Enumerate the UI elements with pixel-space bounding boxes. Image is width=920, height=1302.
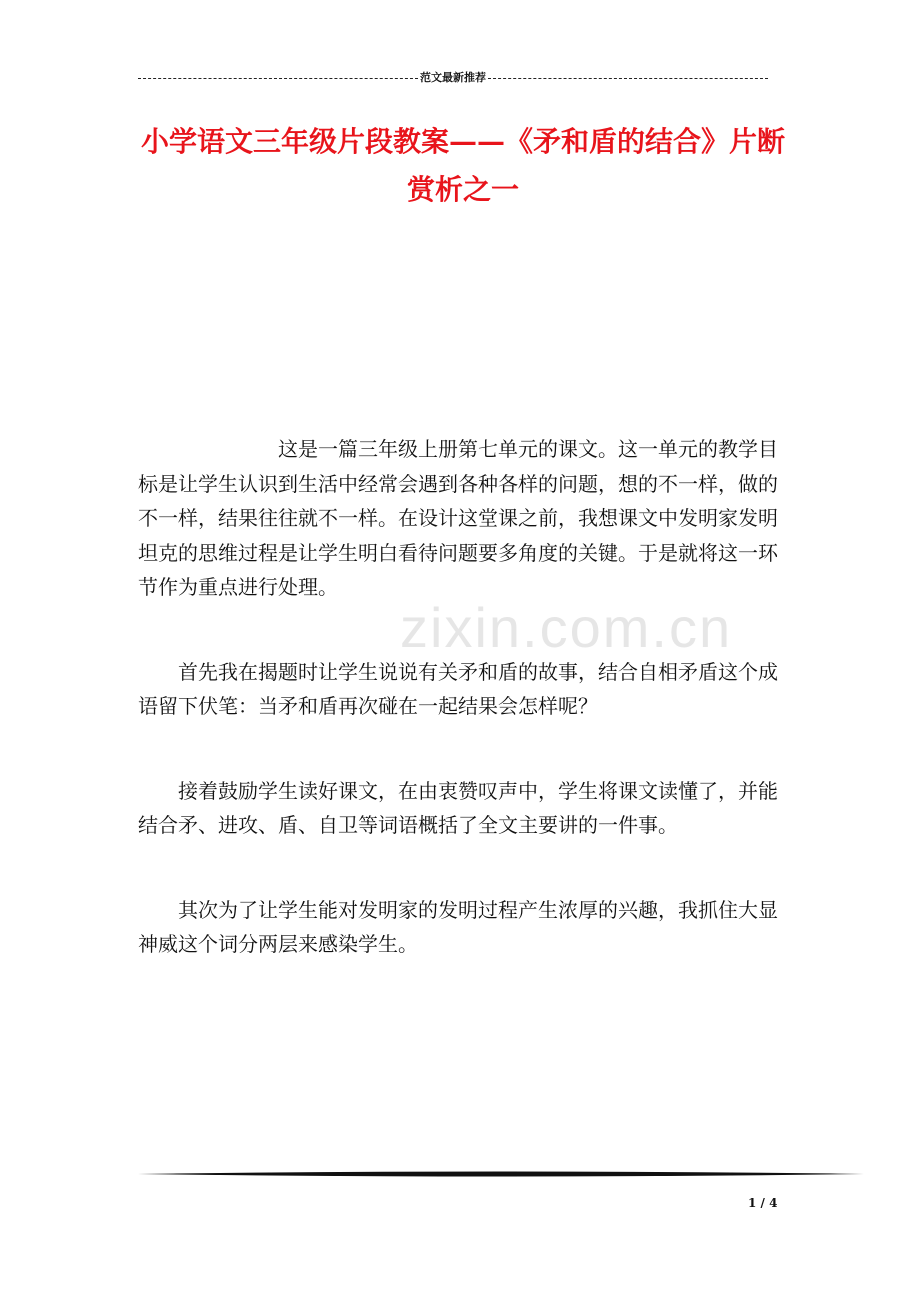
paragraph-4: 其次为了让学生能对发明家的发明过程产生浓厚的兴趣，我抓住大显神威这个词分两层来感染学生。 [138, 897, 778, 956]
watermark: zixin.com.cn [400, 596, 733, 659]
footer-rule [138, 1170, 864, 1178]
paragraph-1: 这是一篇三年级上册第七单元的课文。这一单元的教学目标是让学生认识到生活中经常会遇到各种各样的问题，想的不一样，做的不一样，结果往往就不一样。在设计这堂课之前，我想课文中发明家发明坦克的思维过程是让学生明白看待问题要多角度的关键。于是就将这一环节作为重点进行处理。 [138, 437, 778, 599]
paragraph-3: 接着鼓励学生读好课文，在由衷赞叹声中，学生将课文读懂了，并能结合矛、进攻、盾、自卫等词语概括了全文主要讲的一件事。 [138, 778, 778, 837]
page-header [138, 70, 768, 84]
page-number: 1 / 4 [748, 1196, 778, 1210]
header-label: 范文最新推荐 [420, 71, 486, 84]
header-dash-left [138, 78, 418, 79]
title-line-2: 赏析之一 [406, 173, 519, 206]
header-dash-right [488, 78, 768, 79]
document-title [138, 118, 788, 214]
document-body [138, 432, 778, 1012]
paragraph-2: 首先我在揭题时让学生说说有关矛和盾的故事，结合自相矛盾这个成语留下伏笔：当矛和盾再次碰在一起结果会怎样呢？ [138, 659, 778, 718]
title-line-1: 小学语文三年级片段教案——《矛和盾的结合》片断 [140, 125, 785, 158]
